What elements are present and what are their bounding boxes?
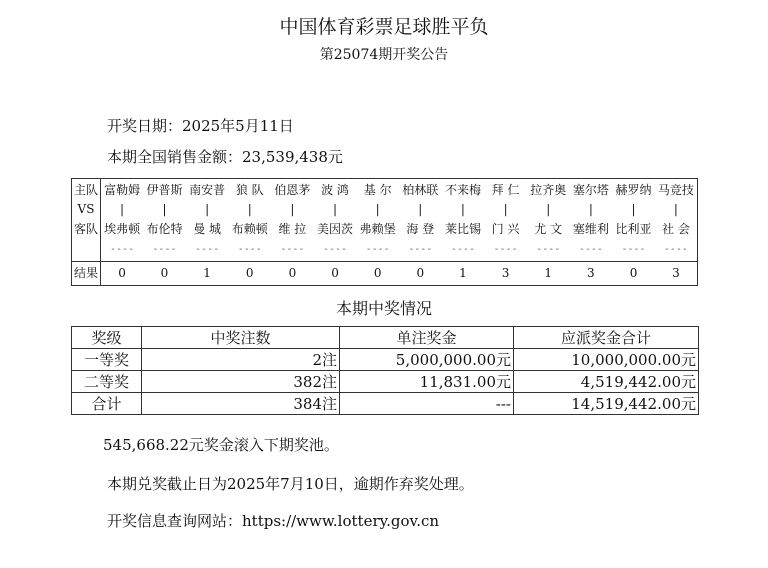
match-result: 0: [356, 261, 399, 285]
prize-row: [72, 371, 699, 393]
prize-total-row: [72, 393, 699, 415]
prize-table: [71, 326, 699, 415]
col-header-total-payout: 应派奖金合计: [514, 327, 699, 349]
home-team: 富勒姆: [104, 182, 141, 197]
vs-separator: |: [460, 201, 465, 216]
col-header-level: 奖级: [72, 327, 142, 349]
dash-separator: ----: [365, 243, 390, 255]
vs-separator: |: [290, 201, 295, 216]
match-result: 1: [442, 261, 485, 285]
dash-separator: ----: [152, 243, 177, 255]
dash-separator: ----: [621, 243, 646, 255]
vs-separator: |: [631, 201, 636, 216]
match-result: 0: [314, 261, 357, 285]
deadline-note: 本期兑奖截止日为2025年7月10日，逾期作弃奖处理。: [107, 475, 474, 493]
single-prize: 11,831.00元: [340, 371, 514, 393]
single-prize: 5,000,000.00元: [340, 349, 514, 371]
away-team-label: 客队: [72, 219, 101, 239]
vs-separator: |: [375, 201, 380, 216]
vs-label: VS: [72, 199, 101, 219]
col-header-single-prize: 单注奖金: [340, 327, 514, 349]
vs-separator: |: [333, 201, 338, 216]
away-team: 维 拉: [278, 221, 307, 236]
away-team: 海 登: [406, 221, 435, 236]
draw-date: 开奖日期：2025年5月11日: [107, 117, 294, 135]
website-note: 开奖信息查询网站：https://www.lottery.gov.cn: [107, 512, 440, 530]
vs-separator: |: [120, 201, 125, 216]
winner-count: 382注: [142, 371, 340, 393]
match-result: 3: [570, 261, 613, 285]
vs-separator: |: [503, 201, 508, 216]
single-prize: ---: [340, 393, 514, 415]
spacer-cell: [72, 239, 101, 261]
dash-separator: ----: [322, 243, 348, 255]
away-team: 布赖顿: [231, 221, 268, 236]
total-payout: 4,519,442.00元: [514, 371, 699, 393]
prize-level: 一等奖: [72, 349, 142, 371]
rollover-note: 545,668.22元奖金滚入下期奖池。: [103, 436, 339, 454]
sales-amount: 本期全国销售金额：23,539,438元: [107, 148, 343, 166]
dash-separator: ----: [450, 243, 475, 255]
prize-section-title: 本期中奖情况: [335, 299, 432, 318]
away-team: 塞维利: [572, 221, 609, 236]
prize-level: 二等奖: [72, 371, 142, 393]
home-team: 不来梅: [444, 182, 481, 197]
col-header-winners: 中奖注数: [142, 327, 340, 349]
home-team: 南安普: [189, 182, 226, 197]
result-label: 结果: [72, 261, 101, 285]
dash-separator: ----: [408, 243, 433, 255]
vs-separator: |: [205, 201, 210, 216]
prize-header-row: [72, 327, 699, 349]
prize-level: 合计: [72, 393, 142, 415]
dash-separator: ----: [280, 243, 305, 255]
away-team: 弗赖堡: [359, 221, 396, 236]
away-team: 曼 城: [193, 221, 222, 236]
page-title: 中国体育彩票足球胜平负: [279, 16, 489, 38]
home-team: 基 尔: [363, 182, 392, 197]
winner-count: 384注: [142, 393, 340, 415]
match-result: 3: [484, 261, 527, 285]
match-result: 1: [186, 261, 229, 285]
home-team: 拉齐奥: [530, 182, 567, 197]
match-result: 0: [271, 261, 314, 285]
dash-separator: ----: [195, 243, 220, 255]
winner-count: 2注: [142, 349, 340, 371]
home-team: 马竞技: [657, 182, 694, 197]
home-team: 伊普斯: [146, 182, 183, 197]
prize-row: [72, 349, 699, 371]
home-team: 塞尔塔: [572, 182, 609, 197]
dash-separator: ----: [110, 243, 135, 255]
vs-separator: |: [247, 201, 252, 216]
dash-separator: ----: [578, 243, 603, 255]
home-team: 波 鸿: [321, 182, 349, 197]
away-team: 莱比锡: [444, 221, 481, 236]
home-team: 伯恩茅: [274, 182, 311, 197]
home-team: 赫罗纳: [615, 182, 652, 197]
dash-separator: ----: [493, 243, 518, 255]
away-team: 社 会: [662, 221, 690, 236]
match-result: 0: [228, 261, 271, 285]
match-result: 0: [101, 261, 144, 285]
away-team: 门 兴: [491, 221, 520, 236]
vs-separator: |: [162, 201, 167, 216]
dash-separator: ----: [237, 243, 262, 255]
total-payout: 14,519,442.00元: [514, 393, 699, 415]
away-team: 埃弗顿: [104, 221, 141, 236]
vs-separator: |: [588, 201, 593, 216]
away-team: 尤 文: [534, 221, 563, 236]
issue-subtitle: 第25074期开奖公告: [319, 47, 449, 63]
dash-separator: ----: [536, 243, 561, 255]
vs-separator: |: [546, 201, 551, 216]
home-team-label: 主队: [72, 179, 101, 199]
match-result: 0: [612, 261, 655, 285]
dash-separator: ----: [663, 243, 688, 255]
match-result: 0: [143, 261, 186, 285]
home-team: 柏林联: [402, 182, 439, 197]
home-team: 狼 队: [235, 182, 264, 197]
match-result: 1: [527, 261, 570, 285]
away-team: 美因茨: [317, 221, 354, 236]
home-team: 拜 仁: [491, 182, 520, 197]
away-team: 比利亚: [615, 221, 652, 236]
match-result: 0: [399, 261, 442, 285]
match-result: 3: [655, 261, 698, 285]
vs-separator: |: [673, 201, 678, 216]
vs-separator: |: [418, 201, 423, 216]
match-table: [71, 178, 698, 286]
away-team: 布伦特: [146, 221, 183, 236]
total-payout: 10,000,000.00元: [514, 349, 699, 371]
